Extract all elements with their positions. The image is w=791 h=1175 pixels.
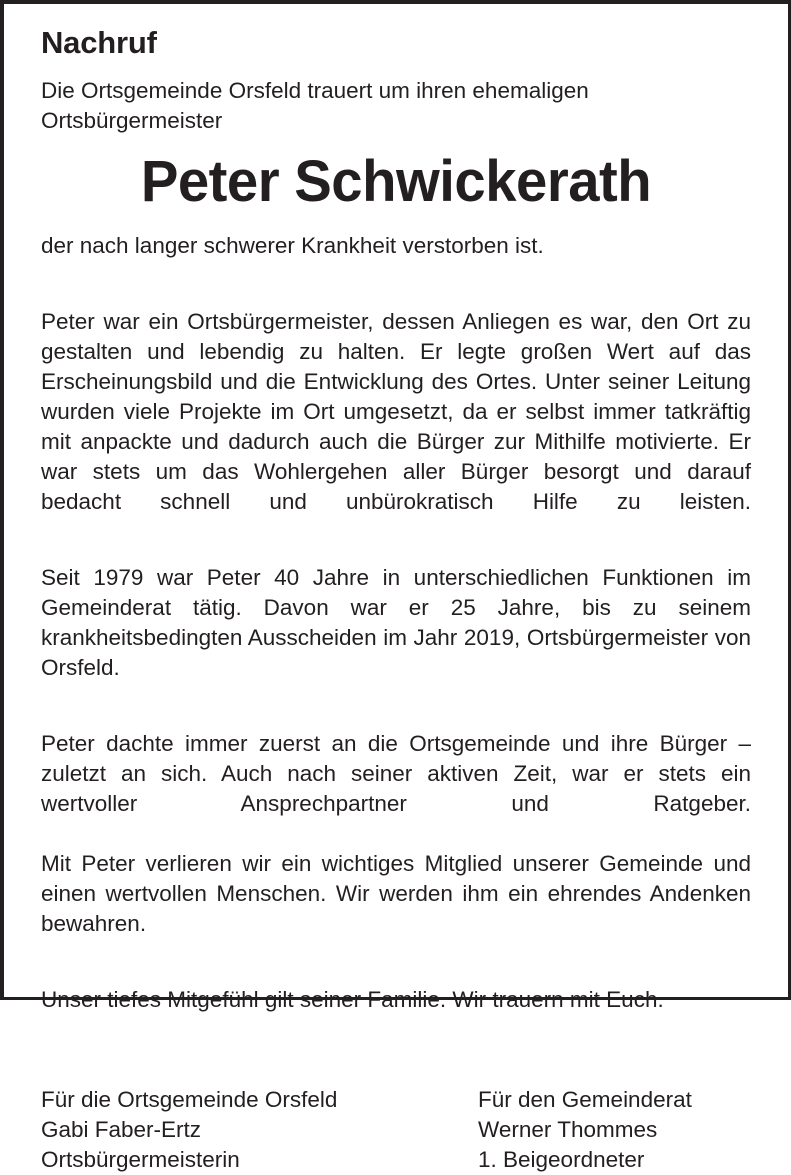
paragraph-service: Seit 1979 war Peter 40 Jahre in unterschiedlichen Funktionen im Gemeinderat tätig. Davon war er 25 Jahre, bis zu seinem krankheitsbedingten Ausscheiden im Jahr 2019, Ortsbürgermeister von Orsfeld. <box>41 564 751 680</box>
signature-right-org: Für den Gemeinderat <box>478 1086 692 1112</box>
signature-right-name: Werner Thommes <box>478 1116 658 1142</box>
signature-left-name: Gabi Faber-Ertz <box>41 1116 202 1142</box>
page-title: Nachruf <box>41 25 157 60</box>
notice-inner <box>4 4 788 1172</box>
deceased-name: Peter Schwickerath <box>140 149 652 215</box>
signature-left-role: Ortsbürgermeisterin <box>41 1146 240 1172</box>
paragraph-character: Peter dachte immer zuerst an die Ortsgemeinde und ihre Bürger – zuletzt an sich. Auch nach seiner aktiven Zeit, war er stets ein wertvoller Ansprechpartner und Ratgeber. <box>41 730 751 816</box>
signature-block <box>41 1085 751 1175</box>
signature-right-role: 1. Beigeordneter <box>478 1146 645 1172</box>
paragraph-loss: Mit Peter verlieren wir ein wichtiges Mitglied unserer Gemeinde und einen wertvollen Menschen. Wir werden ihm ein ehrendes Andenken bewahren. <box>41 850 751 936</box>
paragraph-death: der nach langer schwerer Krankheit verstorben ist. <box>41 232 544 258</box>
signature-column-right <box>478 1085 692 1175</box>
signature-column-left <box>41 1085 478 1175</box>
paragraph-condolence: Unser tiefes Mitgefühl gilt seiner Familie. Wir trauern mit Euch. <box>41 986 664 1012</box>
signature-left-org: Für die Ortsgemeinde Orsfeld <box>41 1086 338 1112</box>
paragraph-tribute: Peter war ein Ortsbürgermeister, dessen Anliegen es war, den Ort zu gestalten und lebendig zu halten. Er legte großen Wert auf das Erscheinungsbild und die Entwicklung des Ortes. Unter seiner Leitung wurden viele Projekte im Ort umgesetzt, da er selbst immer tatkräftig mit anpackte und dadurch auch die Bürger zur Mithilfe motivierte. Er war stets um das Wohlergehen aller Bürger besorgt und darauf bedacht schnell und unbürokratisch Hilfe zu leisten. <box>41 308 751 514</box>
lede-text: Die Ortsgemeinde Orsfeld trauert um ihren ehemaligen Ortsbürgermeister <box>41 78 589 134</box>
